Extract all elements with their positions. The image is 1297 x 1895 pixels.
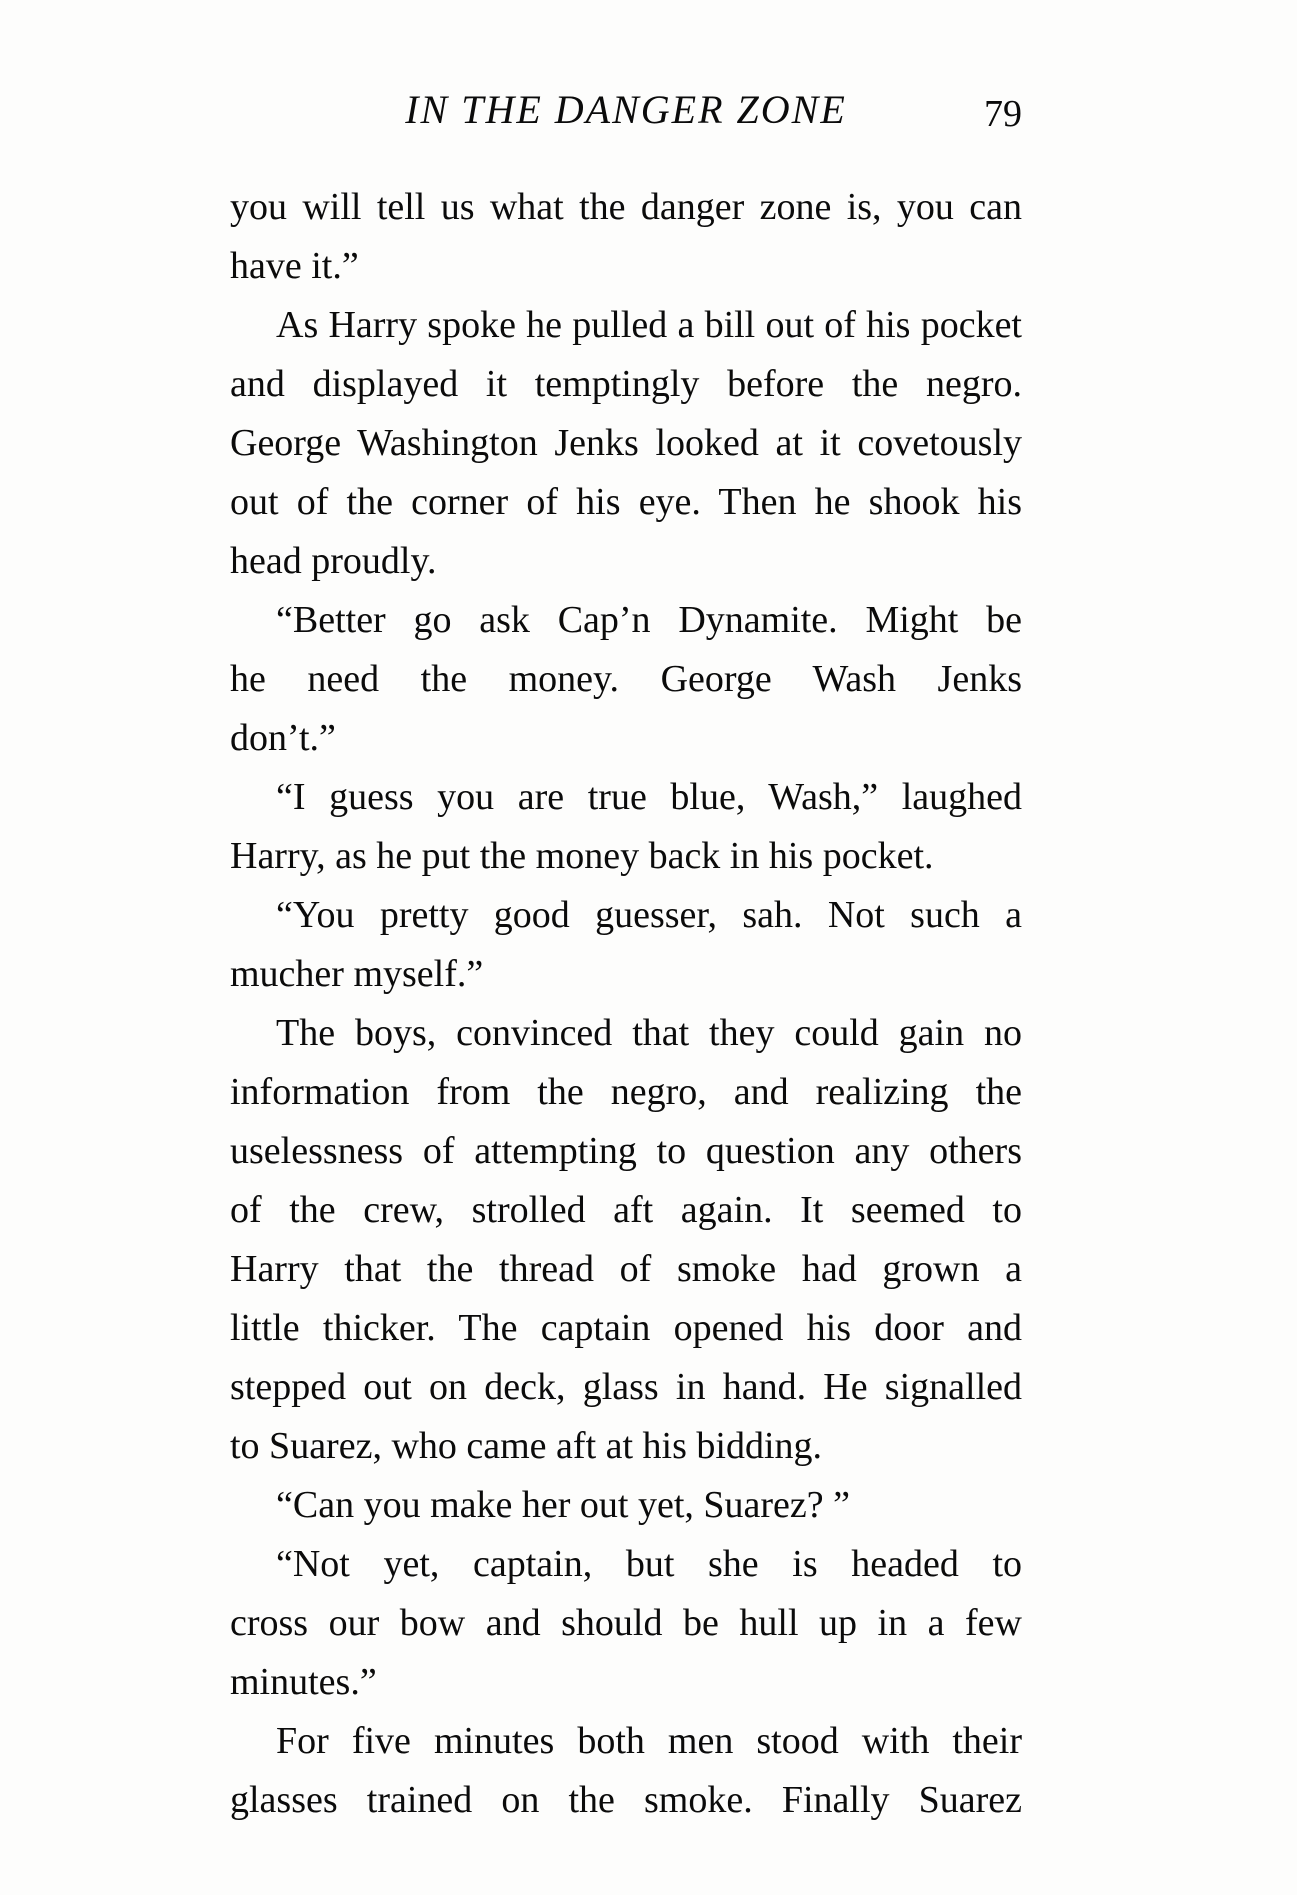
- page-number: 79: [984, 93, 1022, 135]
- running-title: IN THE DANGER ZONE: [405, 87, 847, 132]
- text-line: head proudly.: [230, 540, 437, 582]
- text-line: “Better go ask Cap’n Dynamite. Might be: [276, 599, 1022, 641]
- text-line: “Not yet, captain, but she is headed to: [276, 1543, 1022, 1585]
- text-line: uselessness of attempting to question any others: [230, 1130, 1022, 1172]
- text-line: “Can you make her out yet, Suarez? ”: [276, 1484, 850, 1526]
- text-line: and displayed it temptingly before the negro.: [230, 363, 1022, 405]
- text-line: cross our bow and should be hull up in a few: [230, 1602, 1022, 1644]
- text-line: information from the negro, and realizing the: [230, 1071, 1022, 1113]
- text-line: don’t.”: [230, 717, 336, 759]
- text-line: glasses trained on the smoke. Finally Suarez: [230, 1779, 1022, 1821]
- text-line: For five minutes both men stood with their: [276, 1720, 1022, 1762]
- page-body: [230, 178, 1022, 1830]
- text-line: little thicker. The captain opened his door and: [230, 1307, 1022, 1349]
- text-line: “I guess you are true blue, Wash,” laughed: [276, 776, 1022, 818]
- text-line: “You pretty good guesser, sah. Not such a: [276, 894, 1022, 936]
- text-line: of the crew, strolled aft again. It seemed to: [230, 1189, 1022, 1231]
- text-line: minutes.”: [230, 1661, 377, 1703]
- text-column: [230, 86, 1022, 1830]
- text-line: Harry, as he put the money back in his pocket.: [230, 835, 934, 877]
- text-line: Harry that the thread of smoke had grown a: [230, 1248, 1022, 1290]
- text-line: stepped out on deck, glass in hand. He signalled: [230, 1366, 1022, 1408]
- text-line: George Washington Jenks looked at it covetously: [230, 422, 1022, 464]
- text-line: out of the corner of his eye. Then he shook his: [230, 481, 1022, 523]
- text-line: to Suarez, who came aft at his bidding.: [230, 1425, 823, 1467]
- text-line: As Harry spoke he pulled a bill out of his pocket: [276, 304, 1022, 346]
- text-line: The boys, convinced that they could gain no: [276, 1012, 1022, 1054]
- text-line: you will tell us what the danger zone is, you can: [230, 186, 1022, 228]
- running-header: [230, 86, 1022, 144]
- text-line: have it.”: [230, 245, 359, 287]
- text-line: he need the money. George Wash Jenks: [230, 658, 1022, 700]
- text-line: mucher myself.”: [230, 953, 484, 995]
